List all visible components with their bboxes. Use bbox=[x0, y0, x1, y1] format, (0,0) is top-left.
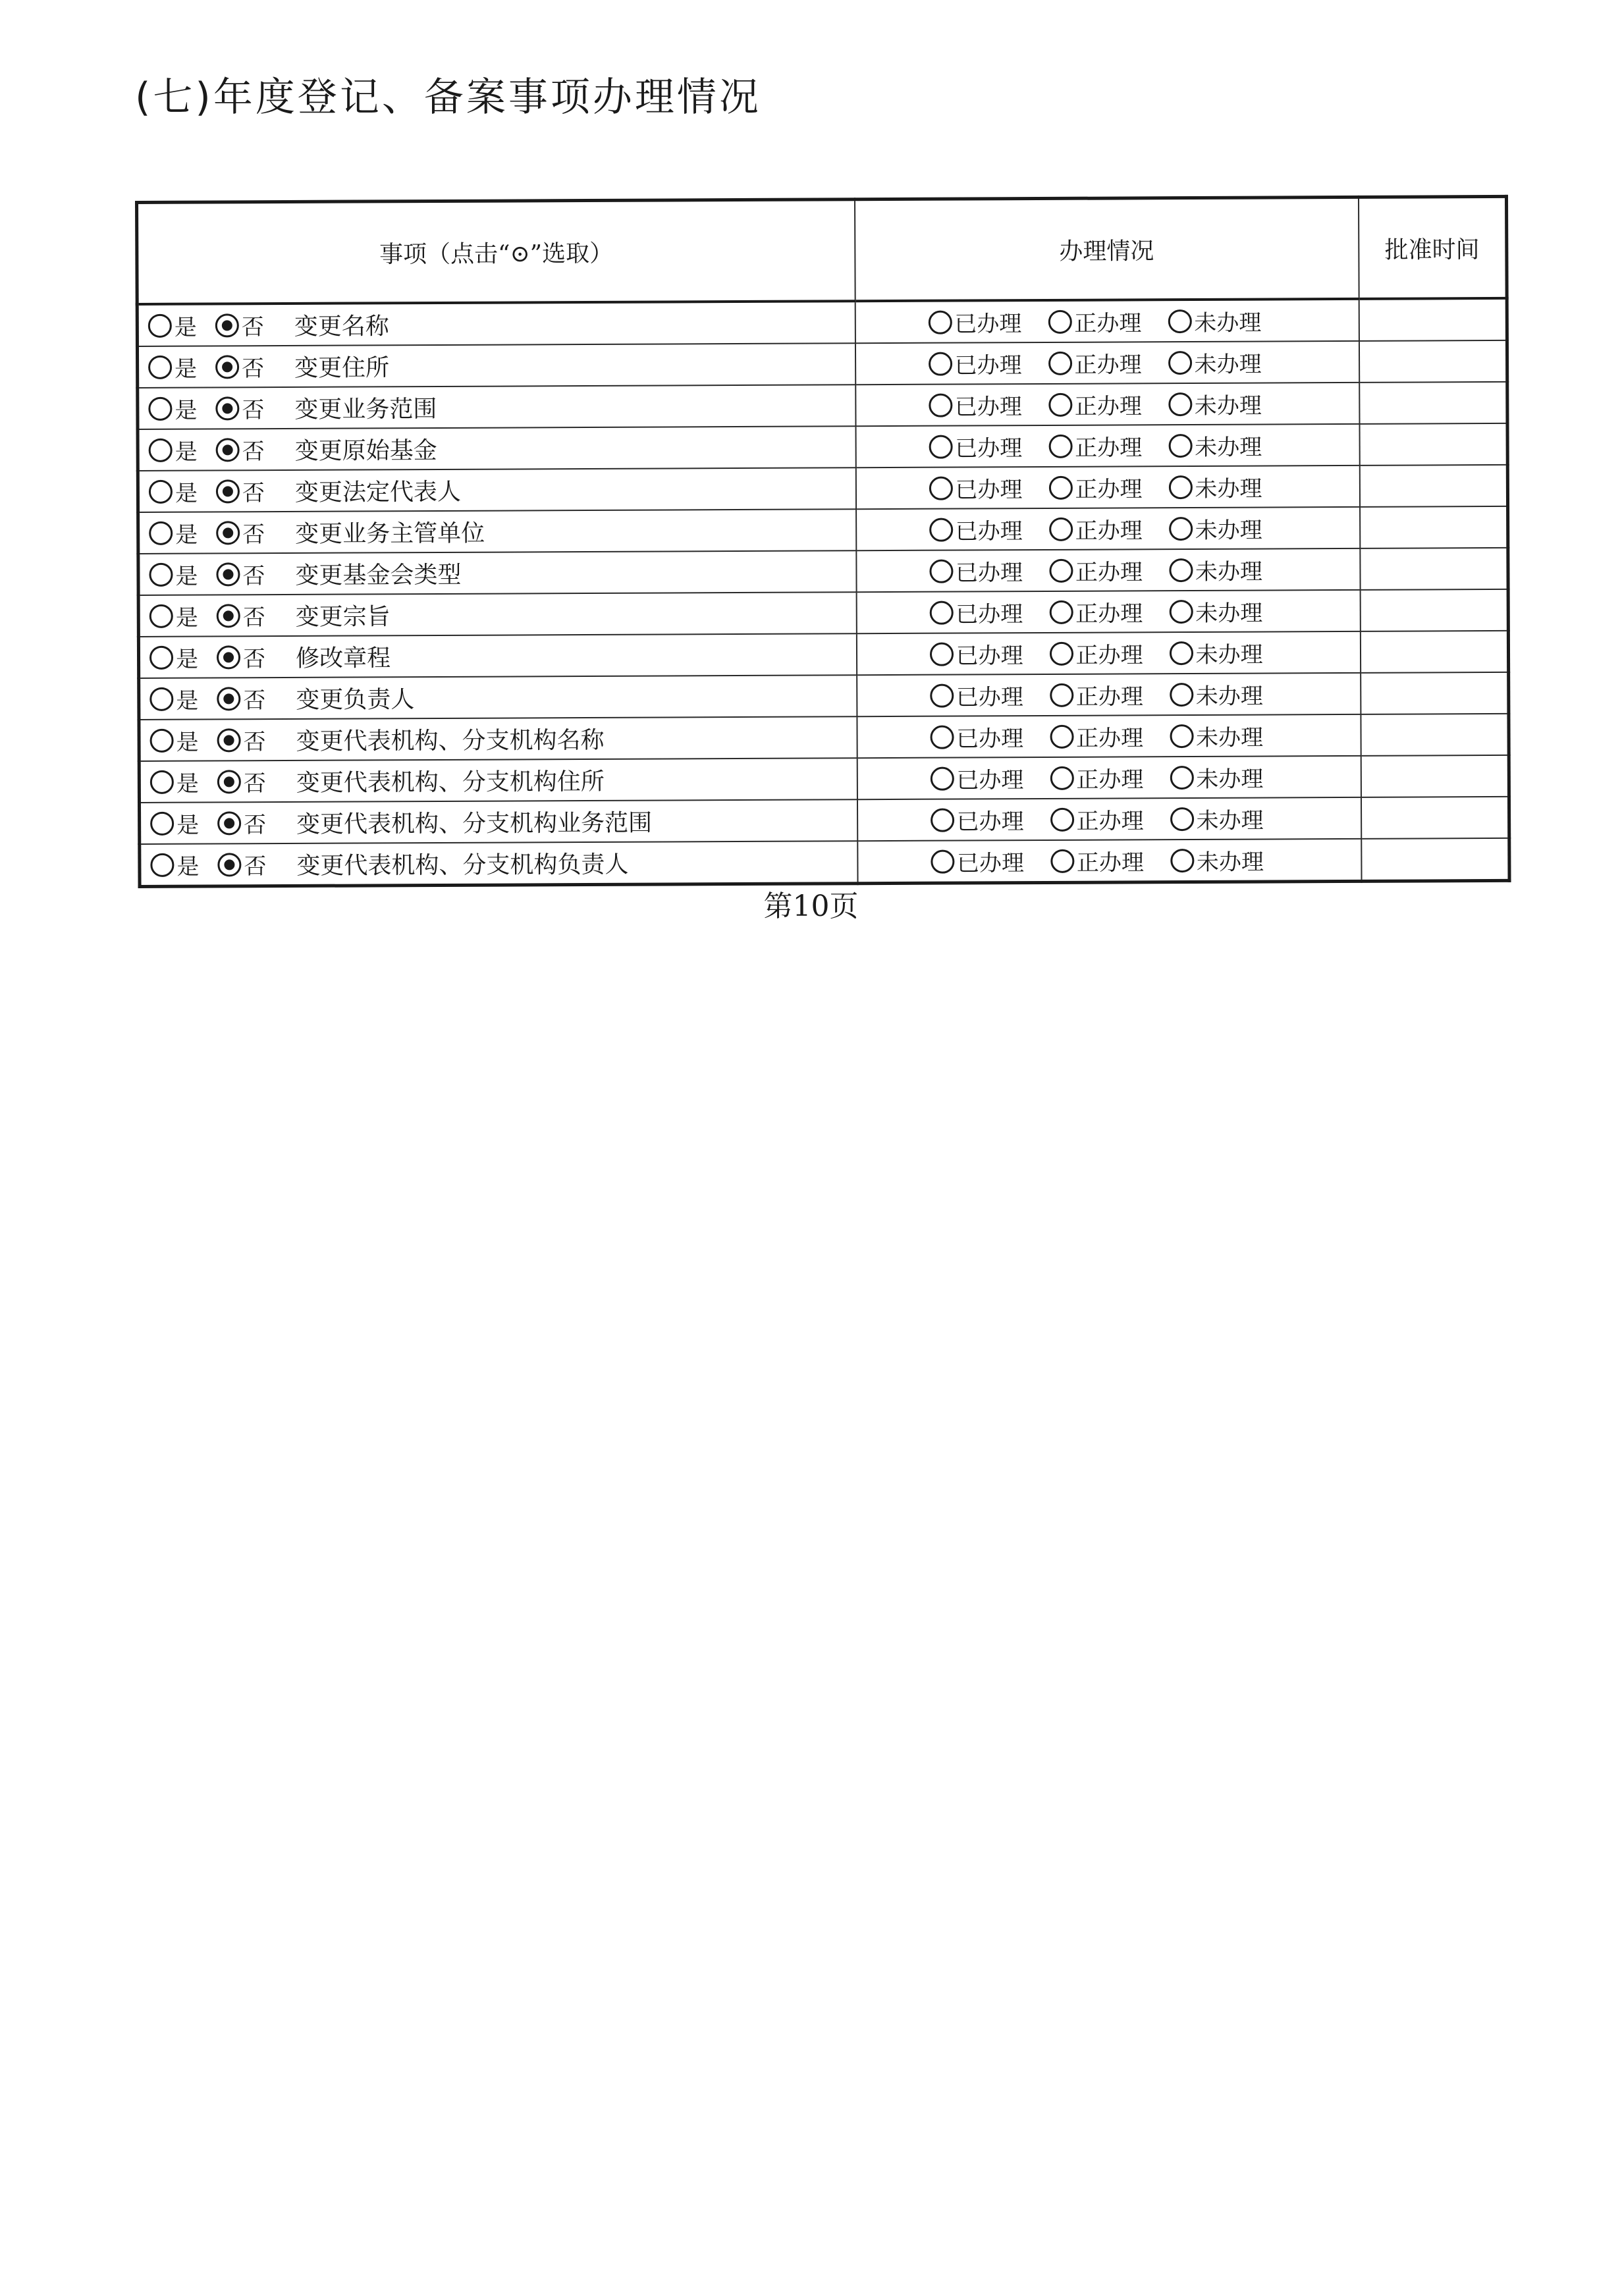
radio-empty-icon[interactable] bbox=[149, 687, 173, 710]
option-label: 未办理 bbox=[1195, 724, 1264, 751]
radio-not-done[interactable] bbox=[1169, 595, 1262, 628]
page-number: 第10页 bbox=[763, 890, 859, 923]
radio-empty-icon[interactable] bbox=[1049, 600, 1073, 624]
option-label: 正办理 bbox=[1074, 352, 1142, 379]
status-cell bbox=[857, 756, 1361, 799]
radio-not-done[interactable] bbox=[1168, 305, 1261, 338]
option-label: 是 bbox=[175, 563, 198, 590]
radio-empty-icon[interactable] bbox=[1048, 475, 1072, 499]
radio-empty-icon[interactable] bbox=[150, 770, 174, 793]
radio-empty-icon[interactable] bbox=[1049, 517, 1073, 541]
radio-in-progress[interactable] bbox=[1049, 554, 1143, 587]
radio-empty-icon[interactable] bbox=[149, 604, 173, 627]
radio-not-done[interactable] bbox=[1168, 429, 1262, 462]
item-name: 变更负责人 bbox=[296, 686, 415, 714]
radio-yes[interactable] bbox=[149, 724, 198, 757]
option-label: 否 bbox=[243, 770, 266, 797]
option-label: 正办理 bbox=[1075, 725, 1144, 752]
item-name: 变更业务范围 bbox=[294, 396, 437, 423]
option-label: 正办理 bbox=[1075, 476, 1143, 503]
radio-yes[interactable] bbox=[149, 517, 198, 549]
option-label: 正办理 bbox=[1075, 601, 1143, 627]
radio-empty-icon[interactable] bbox=[1049, 558, 1073, 582]
table-row bbox=[138, 465, 1507, 512]
approval-time-cell[interactable] bbox=[1360, 506, 1508, 548]
option-label: 是 bbox=[176, 687, 199, 714]
radio-empty-icon[interactable] bbox=[149, 438, 173, 462]
radio-done[interactable] bbox=[929, 430, 1022, 463]
radio-done[interactable] bbox=[929, 554, 1023, 587]
approval-time-cell[interactable] bbox=[1360, 548, 1508, 590]
radio-in-progress[interactable] bbox=[1049, 637, 1143, 670]
status-cell bbox=[857, 673, 1361, 716]
option-label: 已办理 bbox=[955, 477, 1023, 504]
radio-empty-icon[interactable] bbox=[1050, 766, 1073, 789]
item-cell bbox=[138, 592, 856, 637]
item-cell bbox=[138, 426, 855, 471]
radio-done[interactable] bbox=[930, 720, 1023, 753]
radio-not-done[interactable] bbox=[1170, 761, 1263, 794]
option-label: 未办理 bbox=[1195, 434, 1262, 461]
option-label: 是 bbox=[176, 812, 200, 839]
item-cell bbox=[137, 343, 855, 388]
radio-empty-icon[interactable] bbox=[1050, 807, 1074, 831]
item-cell bbox=[139, 799, 857, 844]
approval-time-cell[interactable] bbox=[1361, 838, 1509, 881]
option-label: 已办理 bbox=[954, 311, 1022, 338]
radio-empty-icon[interactable] bbox=[930, 766, 954, 790]
option-label: 否 bbox=[241, 314, 264, 341]
radio-empty-icon[interactable] bbox=[1049, 641, 1073, 665]
option-label: 已办理 bbox=[956, 850, 1024, 877]
option-label: 正办理 bbox=[1076, 766, 1144, 793]
radio-in-progress[interactable] bbox=[1050, 678, 1143, 711]
radio-done[interactable] bbox=[929, 471, 1022, 504]
radio-not-done[interactable] bbox=[1169, 512, 1262, 545]
radio-empty-icon[interactable] bbox=[148, 396, 172, 420]
radio-selected-icon[interactable] bbox=[215, 396, 239, 420]
radio-yes[interactable] bbox=[148, 309, 197, 342]
approval-time-cell[interactable] bbox=[1361, 755, 1509, 797]
option-label: 否 bbox=[242, 604, 265, 631]
radio-empty-icon[interactable] bbox=[929, 642, 953, 666]
option-label: 否 bbox=[242, 439, 265, 466]
option-label: 是 bbox=[175, 480, 198, 507]
table-row bbox=[139, 714, 1509, 761]
radio-empty-icon[interactable] bbox=[149, 562, 173, 586]
radio-empty-icon[interactable] bbox=[1170, 807, 1194, 830]
option-label: 已办理 bbox=[956, 726, 1024, 753]
radio-empty-icon[interactable] bbox=[1170, 848, 1194, 872]
radio-in-progress[interactable] bbox=[1048, 429, 1142, 462]
option-label: 已办理 bbox=[956, 601, 1023, 628]
radio-not-done[interactable] bbox=[1170, 678, 1263, 711]
radio-selected-icon[interactable] bbox=[215, 355, 239, 379]
option-label: 已办理 bbox=[956, 684, 1023, 711]
option-label: 是 bbox=[175, 439, 198, 466]
option-label: 是 bbox=[175, 397, 198, 424]
option-label: 否 bbox=[242, 521, 265, 548]
radio-in-progress[interactable] bbox=[1048, 471, 1142, 504]
radio-no[interactable] bbox=[217, 765, 266, 797]
radio-done[interactable] bbox=[930, 762, 1023, 795]
option-label: 正办理 bbox=[1076, 808, 1144, 835]
status-cell bbox=[856, 590, 1360, 633]
radio-not-done[interactable] bbox=[1170, 803, 1264, 836]
option-label: 否 bbox=[243, 687, 266, 714]
option-label: 是 bbox=[176, 770, 199, 797]
option-label: 正办理 bbox=[1075, 435, 1143, 462]
registration-table-wrapper bbox=[135, 195, 1508, 888]
option-label: 是 bbox=[175, 646, 199, 673]
option-label: 正办理 bbox=[1074, 310, 1142, 337]
radio-no[interactable] bbox=[217, 807, 266, 839]
option-label: 正办理 bbox=[1075, 642, 1143, 669]
item-cell bbox=[139, 716, 857, 761]
item-name: 变更业务主管单位 bbox=[295, 520, 485, 548]
option-label: 正办理 bbox=[1076, 849, 1144, 876]
radio-empty-icon[interactable] bbox=[930, 683, 954, 707]
item-name: 变更代表机构、分支机构业务范围 bbox=[296, 809, 653, 838]
radio-in-progress[interactable] bbox=[1049, 595, 1143, 628]
option-label: 未办理 bbox=[1195, 683, 1263, 710]
table-row bbox=[138, 589, 1508, 637]
radio-selected-icon[interactable] bbox=[216, 562, 240, 586]
radio-selected-icon[interactable] bbox=[217, 645, 240, 669]
radio-empty-icon[interactable] bbox=[148, 355, 172, 379]
option-label: 未办理 bbox=[1194, 351, 1262, 378]
table-row bbox=[137, 298, 1507, 346]
radio-empty-icon[interactable] bbox=[929, 352, 952, 375]
item-name: 变更原始基金 bbox=[294, 437, 437, 465]
option-label: 已办理 bbox=[955, 435, 1023, 462]
table-row bbox=[138, 631, 1508, 678]
option-label: 否 bbox=[244, 812, 267, 839]
option-label: 否 bbox=[244, 853, 267, 880]
approval-time-cell[interactable] bbox=[1359, 298, 1507, 341]
radio-empty-icon[interactable] bbox=[1168, 351, 1192, 375]
radio-selected-icon[interactable] bbox=[217, 728, 240, 752]
radio-no[interactable] bbox=[216, 433, 265, 466]
radio-selected-icon[interactable] bbox=[216, 438, 240, 462]
status-cell bbox=[857, 797, 1361, 841]
option-label: 正办理 bbox=[1074, 393, 1142, 420]
status-cell bbox=[857, 839, 1361, 884]
radio-empty-icon[interactable] bbox=[148, 313, 172, 337]
radio-empty-icon[interactable] bbox=[149, 645, 173, 669]
radio-no[interactable] bbox=[216, 516, 265, 548]
radio-no[interactable] bbox=[217, 641, 265, 673]
approval-time-cell[interactable] bbox=[1359, 340, 1507, 383]
radio-empty-icon[interactable] bbox=[1169, 516, 1193, 540]
item-cell bbox=[140, 841, 857, 886]
radio-empty-icon[interactable] bbox=[1170, 682, 1193, 706]
option-label: 是 bbox=[175, 521, 198, 548]
header-item: 事项（点击“⊙”选取） bbox=[137, 200, 855, 304]
option-label: 未办理 bbox=[1195, 558, 1263, 585]
option-label: 未办理 bbox=[1194, 309, 1262, 336]
option-label: 已办理 bbox=[955, 560, 1023, 587]
option-label: 未办理 bbox=[1195, 641, 1263, 668]
status-cell bbox=[855, 299, 1359, 343]
status-cell bbox=[855, 383, 1359, 426]
option-label: 是 bbox=[175, 356, 198, 383]
radio-empty-icon[interactable] bbox=[1169, 558, 1193, 581]
item-cell bbox=[137, 301, 855, 346]
radio-empty-icon[interactable] bbox=[149, 521, 173, 545]
radio-done[interactable] bbox=[928, 347, 1021, 380]
option-label: 否 bbox=[242, 480, 265, 507]
section-title: (七)年度登记、备案事项办理情况 bbox=[135, 74, 761, 120]
radio-empty-icon[interactable] bbox=[1050, 683, 1073, 707]
radio-not-done[interactable] bbox=[1169, 637, 1262, 670]
radio-empty-icon[interactable] bbox=[150, 811, 174, 835]
radio-no[interactable] bbox=[215, 392, 264, 424]
status-cell bbox=[855, 341, 1359, 385]
radio-empty-icon[interactable] bbox=[1169, 641, 1193, 664]
radio-not-done[interactable] bbox=[1169, 554, 1262, 587]
radio-in-progress[interactable] bbox=[1048, 388, 1142, 421]
radio-empty-icon[interactable] bbox=[1168, 434, 1192, 458]
table-row bbox=[138, 506, 1508, 554]
option-label: 未办理 bbox=[1195, 475, 1262, 502]
radio-empty-icon[interactable] bbox=[1050, 849, 1074, 872]
status-cell bbox=[855, 466, 1359, 509]
radio-empty-icon[interactable] bbox=[931, 849, 954, 873]
table-row bbox=[139, 797, 1509, 844]
approval-time-cell[interactable] bbox=[1359, 423, 1507, 466]
radio-selected-icon[interactable] bbox=[216, 479, 240, 503]
table-row bbox=[138, 382, 1507, 429]
option-label: 否 bbox=[242, 646, 266, 673]
status-cell bbox=[856, 631, 1360, 675]
option-label: 未办理 bbox=[1196, 807, 1264, 834]
radio-empty-icon[interactable] bbox=[1170, 765, 1193, 789]
option-label: 正办理 bbox=[1075, 518, 1143, 545]
radio-empty-icon[interactable] bbox=[929, 393, 952, 417]
table-row bbox=[137, 340, 1507, 388]
option-label: 是 bbox=[174, 314, 197, 341]
radio-empty-icon[interactable] bbox=[1050, 724, 1073, 748]
radio-done[interactable] bbox=[931, 845, 1024, 878]
radio-selected-icon[interactable] bbox=[217, 687, 240, 710]
radio-done[interactable] bbox=[928, 306, 1021, 338]
option-label: 未办理 bbox=[1195, 517, 1262, 544]
registration-items-table bbox=[135, 195, 1511, 888]
radio-in-progress[interactable] bbox=[1050, 844, 1144, 877]
option-label: 已办理 bbox=[955, 518, 1023, 545]
radio-empty-icon[interactable] bbox=[928, 310, 952, 334]
radio-selected-icon[interactable] bbox=[217, 811, 241, 835]
radio-empty-icon[interactable] bbox=[929, 435, 952, 458]
item-name: 变更住所 bbox=[294, 354, 390, 382]
approval-time-cell[interactable] bbox=[1361, 714, 1509, 756]
table-row bbox=[139, 755, 1509, 803]
radio-yes[interactable] bbox=[148, 351, 197, 383]
radio-done[interactable] bbox=[931, 803, 1024, 836]
approval-time-cell[interactable] bbox=[1359, 382, 1507, 424]
approval-time-cell[interactable] bbox=[1360, 589, 1508, 631]
radio-in-progress[interactable] bbox=[1050, 761, 1143, 794]
radio-yes[interactable] bbox=[149, 600, 198, 632]
table-row bbox=[138, 548, 1508, 595]
radio-selected-icon[interactable] bbox=[215, 313, 239, 337]
item-cell bbox=[138, 385, 855, 429]
radio-yes[interactable] bbox=[149, 475, 198, 508]
radio-in-progress[interactable] bbox=[1050, 803, 1144, 836]
item-name: 修改章程 bbox=[295, 645, 391, 672]
table-row bbox=[140, 838, 1509, 887]
radio-empty-icon[interactable] bbox=[1048, 392, 1072, 416]
table-row bbox=[138, 423, 1507, 471]
option-label: 未办理 bbox=[1196, 849, 1264, 876]
radio-not-done[interactable] bbox=[1168, 388, 1262, 421]
radio-in-progress[interactable] bbox=[1048, 305, 1141, 338]
radio-empty-icon[interactable] bbox=[149, 728, 173, 752]
radio-no[interactable] bbox=[217, 682, 265, 714]
option-label: 正办理 bbox=[1075, 683, 1143, 710]
radio-empty-icon[interactable] bbox=[1168, 475, 1192, 498]
option-label: 已办理 bbox=[956, 643, 1023, 670]
radio-not-done[interactable] bbox=[1168, 471, 1262, 504]
radio-empty-icon[interactable] bbox=[149, 479, 173, 503]
option-label: 未办理 bbox=[1196, 766, 1264, 793]
option-label: 否 bbox=[242, 563, 265, 590]
item-name: 变更代表机构、分支机构住所 bbox=[296, 768, 605, 797]
approval-time-cell[interactable] bbox=[1361, 797, 1509, 839]
radio-empty-icon[interactable] bbox=[1170, 724, 1193, 747]
option-label: 已办理 bbox=[956, 767, 1024, 794]
status-cell bbox=[856, 507, 1360, 550]
radio-no[interactable] bbox=[217, 848, 266, 880]
item-cell bbox=[139, 758, 857, 803]
option-label: 否 bbox=[242, 397, 265, 424]
radio-yes[interactable] bbox=[149, 558, 198, 591]
radio-yes[interactable] bbox=[149, 683, 198, 715]
radio-empty-icon[interactable] bbox=[929, 518, 953, 541]
radio-empty-icon[interactable] bbox=[1168, 309, 1191, 333]
header-approval-time: 批准时间 bbox=[1358, 196, 1507, 298]
table-row bbox=[139, 672, 1509, 720]
radio-no[interactable] bbox=[216, 558, 265, 590]
option-label: 是 bbox=[175, 604, 198, 631]
header-status: 办理情况 bbox=[855, 197, 1359, 301]
option-label: 未办理 bbox=[1194, 392, 1262, 419]
item-cell bbox=[139, 675, 857, 720]
radio-not-done[interactable] bbox=[1168, 346, 1261, 379]
radio-selected-icon[interactable] bbox=[217, 853, 241, 876]
option-label: 正办理 bbox=[1075, 559, 1143, 586]
option-label: 否 bbox=[243, 729, 266, 756]
table-header-row bbox=[137, 196, 1507, 304]
radio-empty-icon[interactable] bbox=[929, 476, 952, 500]
radio-yes[interactable] bbox=[149, 434, 198, 466]
radio-empty-icon[interactable] bbox=[929, 559, 953, 583]
option-label: 已办理 bbox=[954, 352, 1022, 379]
approval-time-cell[interactable] bbox=[1361, 672, 1509, 714]
item-name: 变更宗旨 bbox=[295, 603, 391, 631]
option-label: 已办理 bbox=[954, 394, 1022, 421]
item-name: 变更法定代表人 bbox=[294, 478, 462, 506]
radio-not-done[interactable] bbox=[1170, 720, 1263, 753]
radio-selected-icon[interactable] bbox=[217, 604, 240, 627]
radio-done[interactable] bbox=[929, 596, 1023, 629]
radio-empty-icon[interactable] bbox=[929, 601, 953, 624]
radio-no[interactable] bbox=[217, 724, 265, 756]
radio-done[interactable] bbox=[929, 513, 1023, 546]
radio-empty-icon[interactable] bbox=[1048, 434, 1072, 458]
approval-time-cell[interactable] bbox=[1360, 631, 1508, 673]
item-cell bbox=[138, 509, 856, 554]
radio-no[interactable] bbox=[215, 350, 264, 383]
item-name: 变更代表机构、分支机构负责人 bbox=[296, 851, 629, 880]
radio-yes[interactable] bbox=[150, 849, 199, 881]
radio-in-progress[interactable] bbox=[1050, 720, 1143, 753]
option-label: 已办理 bbox=[956, 809, 1024, 836]
radio-yes[interactable] bbox=[148, 392, 197, 425]
radio-done[interactable] bbox=[929, 637, 1023, 670]
item-cell bbox=[138, 467, 855, 512]
radio-no[interactable] bbox=[215, 309, 264, 341]
radio-yes[interactable] bbox=[150, 766, 199, 798]
radio-done[interactable] bbox=[930, 679, 1023, 712]
radio-in-progress[interactable] bbox=[1049, 512, 1143, 545]
radio-empty-icon[interactable] bbox=[1169, 599, 1193, 623]
radio-selected-icon[interactable] bbox=[216, 521, 240, 545]
radio-empty-icon[interactable] bbox=[1048, 351, 1072, 375]
status-cell bbox=[855, 424, 1359, 467]
item-name: 变更代表机构、分支机构名称 bbox=[296, 726, 605, 755]
status-cell bbox=[857, 714, 1361, 758]
radio-yes[interactable] bbox=[150, 807, 199, 840]
radio-empty-icon[interactable] bbox=[150, 853, 174, 876]
option-label: 是 bbox=[176, 853, 200, 880]
radio-done[interactable] bbox=[929, 388, 1022, 421]
radio-yes[interactable] bbox=[149, 641, 198, 674]
radio-empty-icon[interactable] bbox=[1048, 309, 1071, 333]
radio-no[interactable] bbox=[217, 599, 265, 631]
item-cell bbox=[138, 633, 856, 678]
radio-not-done[interactable] bbox=[1170, 844, 1264, 877]
radio-empty-icon[interactable] bbox=[931, 808, 954, 832]
item-cell bbox=[138, 550, 856, 595]
radio-no[interactable] bbox=[216, 475, 265, 507]
radio-empty-icon[interactable] bbox=[930, 725, 954, 749]
approval-time-cell[interactable] bbox=[1359, 465, 1507, 507]
option-label: 未办理 bbox=[1195, 600, 1263, 627]
item-name: 变更名称 bbox=[294, 313, 389, 340]
radio-selected-icon[interactable] bbox=[217, 770, 241, 793]
status-cell bbox=[856, 548, 1360, 592]
item-name: 变更基金会类型 bbox=[295, 561, 462, 589]
option-label: 否 bbox=[242, 356, 265, 383]
radio-empty-icon[interactable] bbox=[1168, 392, 1192, 416]
table-body bbox=[137, 298, 1509, 887]
option-label: 是 bbox=[176, 729, 199, 756]
radio-in-progress[interactable] bbox=[1048, 346, 1141, 379]
